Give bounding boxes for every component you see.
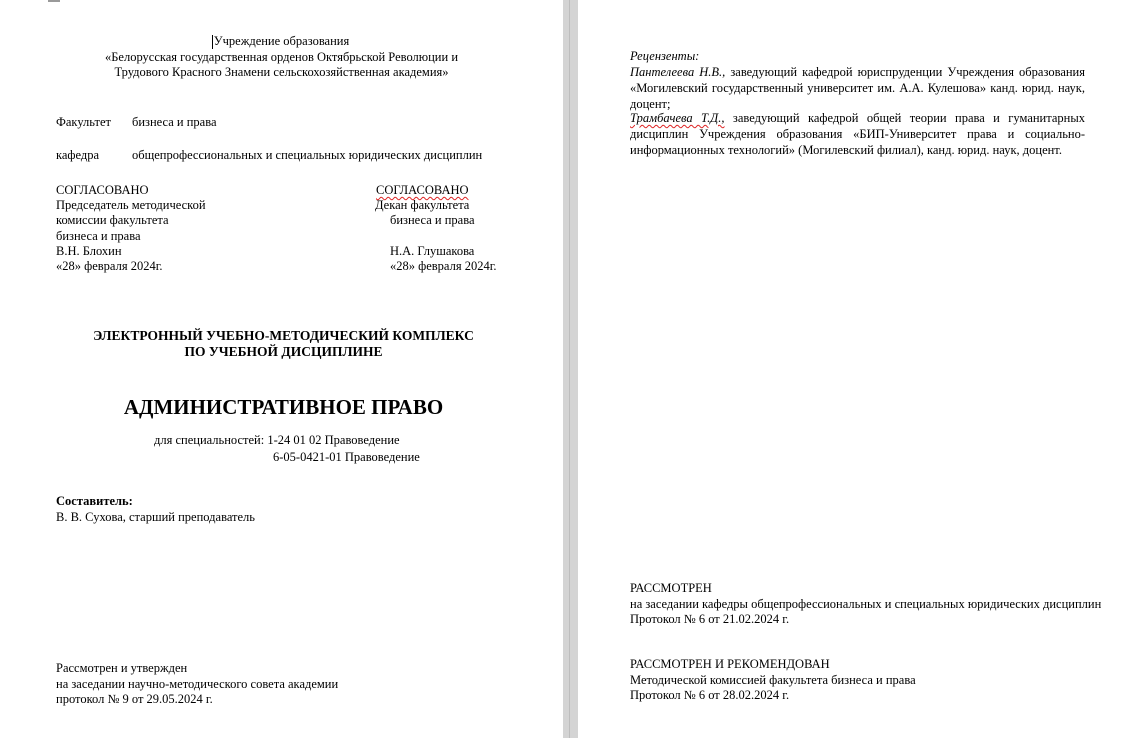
- reviewer1-name: Пантелеева Н.В.,: [630, 65, 726, 79]
- faculty-value: бизнеса и права: [132, 115, 217, 129]
- institution-line1: Учреждение образования: [213, 34, 350, 48]
- considered-heading: РАССМОТРЕН: [630, 581, 712, 595]
- specialties-line2: 6-05-0421-01 Правоведение: [273, 450, 420, 464]
- approval-left-heading: СОГЛАСОВАНО: [56, 183, 149, 197]
- page-divider: [569, 0, 570, 738]
- faculty-label: Факультет: [56, 115, 111, 129]
- document-page-right[interactable]: [578, 0, 1135, 738]
- approved-line1: Рассмотрен и утвержден: [56, 661, 188, 675]
- document-page-left[interactable]: [0, 0, 563, 738]
- approval-right-heading-text: СОГЛАСОВАНО: [376, 183, 469, 197]
- specialties-line1: для специальностей: 1-24 01 02 Правоведение: [154, 433, 400, 447]
- approved-line2: на заседании научно-методического совета академии: [56, 677, 339, 691]
- reviewer2-name: Трамбачева Т.Д.,: [630, 111, 725, 125]
- approval-left-line1: Председатель методической: [56, 198, 206, 212]
- compiler-label: Составитель:: [56, 494, 133, 508]
- approval-right-line1: Декан факультета: [375, 198, 470, 212]
- page-corner-mark: [48, 0, 60, 2]
- complex-title-line2: ПО УЧЕБНОЙ ДИСЦИПЛИНЕ: [184, 344, 383, 359]
- department-value: общепрофессиональных и специальных юридических дисциплин: [132, 148, 483, 162]
- reviewer2-paragraph: [630, 110, 1085, 158]
- approval-right-name: Н.А. Глушакова: [390, 244, 475, 258]
- approval-left-name: В.Н. Блохин: [56, 244, 122, 258]
- reviewer2-text: заведующий кафедрой общей теории права и гуманитарных дисциплин Учреждения образования «БИП-Университет права и социально-информационных технологий» (Могилевский филиал), канд. юрид. наук, доцент.: [630, 111, 1085, 157]
- discipline-title: АДМИНИСТРАТИВНОЕ ПРАВО: [123, 395, 444, 419]
- considered-line2: Протокол № 6 от 21.02.2024 г.: [630, 612, 790, 626]
- recommended-line2: Протокол № 6 от 28.02.2024 г.: [630, 688, 790, 702]
- approval-right-line2: бизнеса и права: [390, 213, 475, 227]
- institution-line3: Трудового Красного Знамени сельскохозяйственная академия»: [114, 65, 449, 79]
- department-label: кафедра: [56, 148, 100, 162]
- recommended-heading: РАССМОТРЕН И РЕКОМЕНДОВАН: [630, 657, 830, 671]
- page-gutter: [563, 0, 578, 738]
- approval-right-date: «28» февраля 2024г.: [390, 259, 497, 273]
- reviewers-label: Рецензенты:: [630, 49, 700, 63]
- complex-title-line1: ЭЛЕКТРОННЫЙ УЧЕБНО-МЕТОДИЧЕСКИЙ КОМПЛЕКС: [93, 328, 474, 343]
- approved-line3: протокол № 9 от 29.05.2024 г.: [56, 692, 213, 706]
- approval-left-line3: бизнеса и права: [56, 229, 141, 243]
- compiler-value: В. В. Сухова, старший преподаватель: [56, 510, 255, 524]
- approval-right-heading: [376, 183, 469, 198]
- approval-left-date: «28» февраля 2024г.: [56, 259, 163, 273]
- approval-left-line2: комиссии факультета: [56, 213, 169, 227]
- recommended-line1: Методической комиссией факультета бизнеса и права: [630, 673, 916, 687]
- reviewer1-paragraph: [630, 64, 1085, 112]
- reviewer1-text: заведующий кафедрой юриспруденции Учреждения образования «Могилевский государственный университет им. А.А. Кулешова» канд. юрид. наук, доцент;: [630, 65, 1085, 111]
- institution-line2: «Белорусская государственная орденов Октябрьской Революции и: [104, 50, 459, 64]
- considered-line1: на заседании кафедры общепрофессиональных и специальных юридических дисциплин: [630, 597, 1102, 611]
